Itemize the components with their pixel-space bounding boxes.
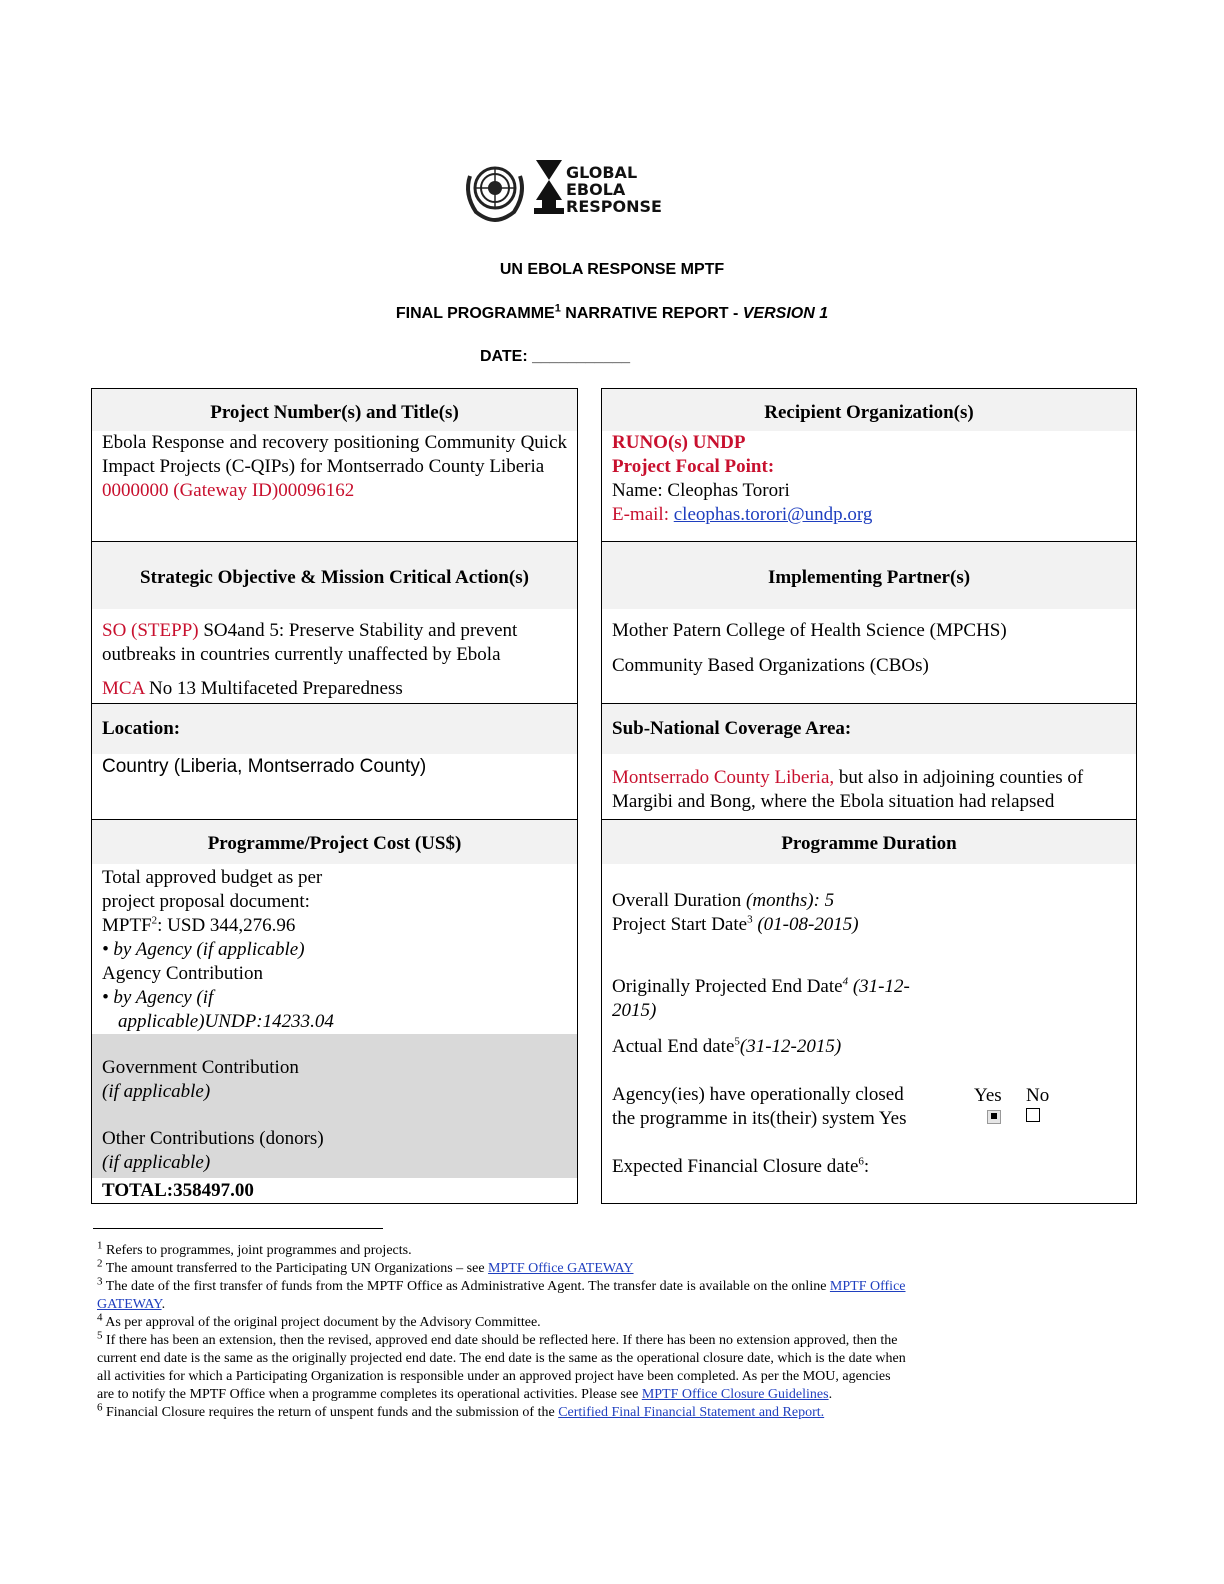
email-link[interactable]: cleophas.torori@undp.org xyxy=(673,504,873,525)
orig-end-date: Originally Projected End Date$^4$ (31-12- xyxy=(612,975,910,997)
cost-total: TOTAL:358497.00 xyxy=(102,1180,254,1201)
overall-duration: Overall Duration (months): 5 xyxy=(612,890,835,911)
location-value: Country (Liberia, Montserrado County) xyxy=(102,756,427,777)
project-title: Ebola Response and recovery positioning Community Quick Impact Projects (C-QIPs) for Montserrado County Liberia xyxy=(102,432,567,477)
focal-name: Name: Cleophas Torori xyxy=(612,480,790,501)
recipient-heading: Recipient Organization(s) xyxy=(602,389,1136,431)
runo: RUNO(s) UNDP xyxy=(612,432,746,453)
location-heading: Location: xyxy=(92,704,577,754)
by-agency-item: • by Agency (if xyxy=(102,987,214,1008)
cost-line: project proposal document: xyxy=(102,891,310,912)
yes-label: Yes xyxy=(974,1085,1002,1106)
recipient-box xyxy=(601,388,1137,542)
by-agency-item: • by Agency (if applicable) xyxy=(102,939,305,960)
coverage-heading: Sub-National Coverage Area: xyxy=(602,704,1136,754)
no-checkbox[interactable] xyxy=(1026,1108,1040,1122)
gateway-link[interactable]: GATEWAY xyxy=(97,1297,162,1312)
closed-question: Agency(ies) have operationally closed the programme in its(their) system Yes xyxy=(612,1084,907,1129)
report-subtitle: FINAL PROGRAMME$^1$ NARRATIVE REPORT - VERSION 1 xyxy=(395,302,829,322)
mptf-amount: MPTF$^2$: USD 344,276.96 xyxy=(102,914,296,936)
financial-closure-date: Expected Financial Closure date$^6$: xyxy=(612,1155,870,1177)
footnote: $^4$ As per approval of the original project document by the Advisory Committee. xyxy=(97,1311,541,1330)
ebola-response-mark-icon xyxy=(532,158,566,224)
coverage-value: Montserrado County Liberia, but also in adjoining counties of Margibi and Bong, where the Ebola situation had relapsed xyxy=(612,767,1084,812)
project-box xyxy=(91,388,578,542)
gov-contribution-row xyxy=(92,1034,577,1178)
undp-contribution: applicable)UNDP:14233.04 xyxy=(118,1011,334,1032)
duration-heading: Programme Duration xyxy=(602,820,1136,864)
logo-text: GLOBAL EBOLA RESPONSE xyxy=(566,163,662,216)
strategic-box xyxy=(91,541,578,704)
actual-end-date: Actual End date$^5$(31-12-2015) xyxy=(612,1035,842,1057)
footnote-cont: all activities for which a Participating Organization is responsible under an approved project have been completed. As per the MOU, agencies xyxy=(97,1369,891,1384)
gateway-id: 0000000 (Gateway ID)00096162 xyxy=(102,480,355,501)
no-label: No xyxy=(1026,1085,1050,1106)
coverage-box xyxy=(601,703,1137,820)
cost-heading: Programme/Project Cost (US$) xyxy=(92,820,577,864)
agency-contribution: Agency Contribution xyxy=(102,963,263,984)
partners-box xyxy=(601,541,1137,704)
cost-body xyxy=(92,866,577,1034)
footnote: $^3$ The date of the first transfer of funds from the MPTF Office as Administrative Agent. The transfer date is available on the online MPTF Office xyxy=(97,1275,906,1294)
logo xyxy=(460,158,660,224)
footnote-divider xyxy=(93,1228,383,1229)
partners-heading: Implementing Partner(s) xyxy=(602,542,1136,609)
other-note: (if applicable) xyxy=(102,1152,211,1173)
partner-item: Community Based Organizations (CBOs) xyxy=(612,655,929,676)
gov-note: (if applicable) xyxy=(102,1081,211,1102)
strategic-heading: Strategic Objective & Mission Critical Action(s) xyxy=(92,542,577,609)
financial-statement-link[interactable]: Certified Final Financial Statement and Report. xyxy=(558,1405,825,1420)
location-box xyxy=(91,703,578,820)
report-date: DATE: ___________ xyxy=(479,348,631,365)
footnote: $^2$ The amount transferred to the Participating UN Organizations – see MPTF Office GATEWAY xyxy=(97,1257,634,1276)
footnote: $^5$ If there has been an extension, then the revised, approved end date should be reflected here. If there has been no extension approved, then the xyxy=(97,1329,898,1348)
checkbox-mark-icon xyxy=(991,1113,997,1119)
so-text: SO (STEPP) SO4and 5: Preserve Stability and prevent outbreaks in countries currently unaffected by Ebola xyxy=(102,620,518,665)
footnote: $^1$ Refers to programmes, joint programmes and projects. xyxy=(97,1239,412,1258)
un-emblem-icon xyxy=(460,158,530,224)
gov-label: Government Contribution xyxy=(102,1057,299,1078)
footnote: GATEWAY. xyxy=(97,1297,166,1312)
mca-text: MCA No 13 Multifaceted Preparedness xyxy=(102,678,403,699)
partner-item: Mother Patern College of Health Science (MPCHS) xyxy=(612,620,1007,641)
duration-box xyxy=(601,819,1137,1204)
closure-guidelines-link[interactable]: MPTF Office Closure Guidelines xyxy=(641,1387,829,1402)
start-date: Project Start Date$^3$ (01-08-2015) xyxy=(612,913,859,935)
cost-box xyxy=(91,819,578,1204)
gateway-link[interactable]: MPTF Office GATEWAY xyxy=(488,1261,634,1276)
footnote-cont: are to notify the MPTF Office when a programme completes its operational activities. Please see MPTF Office Closure Guidelines. xyxy=(97,1387,833,1402)
orig-end-date-cont: 2015) xyxy=(612,1000,657,1021)
cost-line: Total approved budget as per xyxy=(102,867,323,888)
focal-email: E-mail: cleophas.torori@undp.org xyxy=(612,504,873,525)
gateway-link[interactable]: MPTF Office xyxy=(829,1279,906,1294)
footnotes xyxy=(97,1239,1127,1422)
project-heading: Project Number(s) and Title(s) xyxy=(92,389,577,431)
footnote: $^6$ Financial Closure requires the return of unspent funds and the submission of the Certified Final Financial Statement and Report. xyxy=(97,1401,825,1420)
other-label: Other Contributions (donors) xyxy=(102,1128,324,1149)
focal-point-label: Project Focal Point: xyxy=(612,456,775,477)
report-title: UN EBOLA RESPONSE MPTF xyxy=(499,261,725,278)
footnote-cont: current end date is the same as the originally projected end date. The end date is the same as the operational closure date, which is the date when xyxy=(97,1351,906,1366)
yes-checkbox[interactable] xyxy=(987,1110,1001,1124)
